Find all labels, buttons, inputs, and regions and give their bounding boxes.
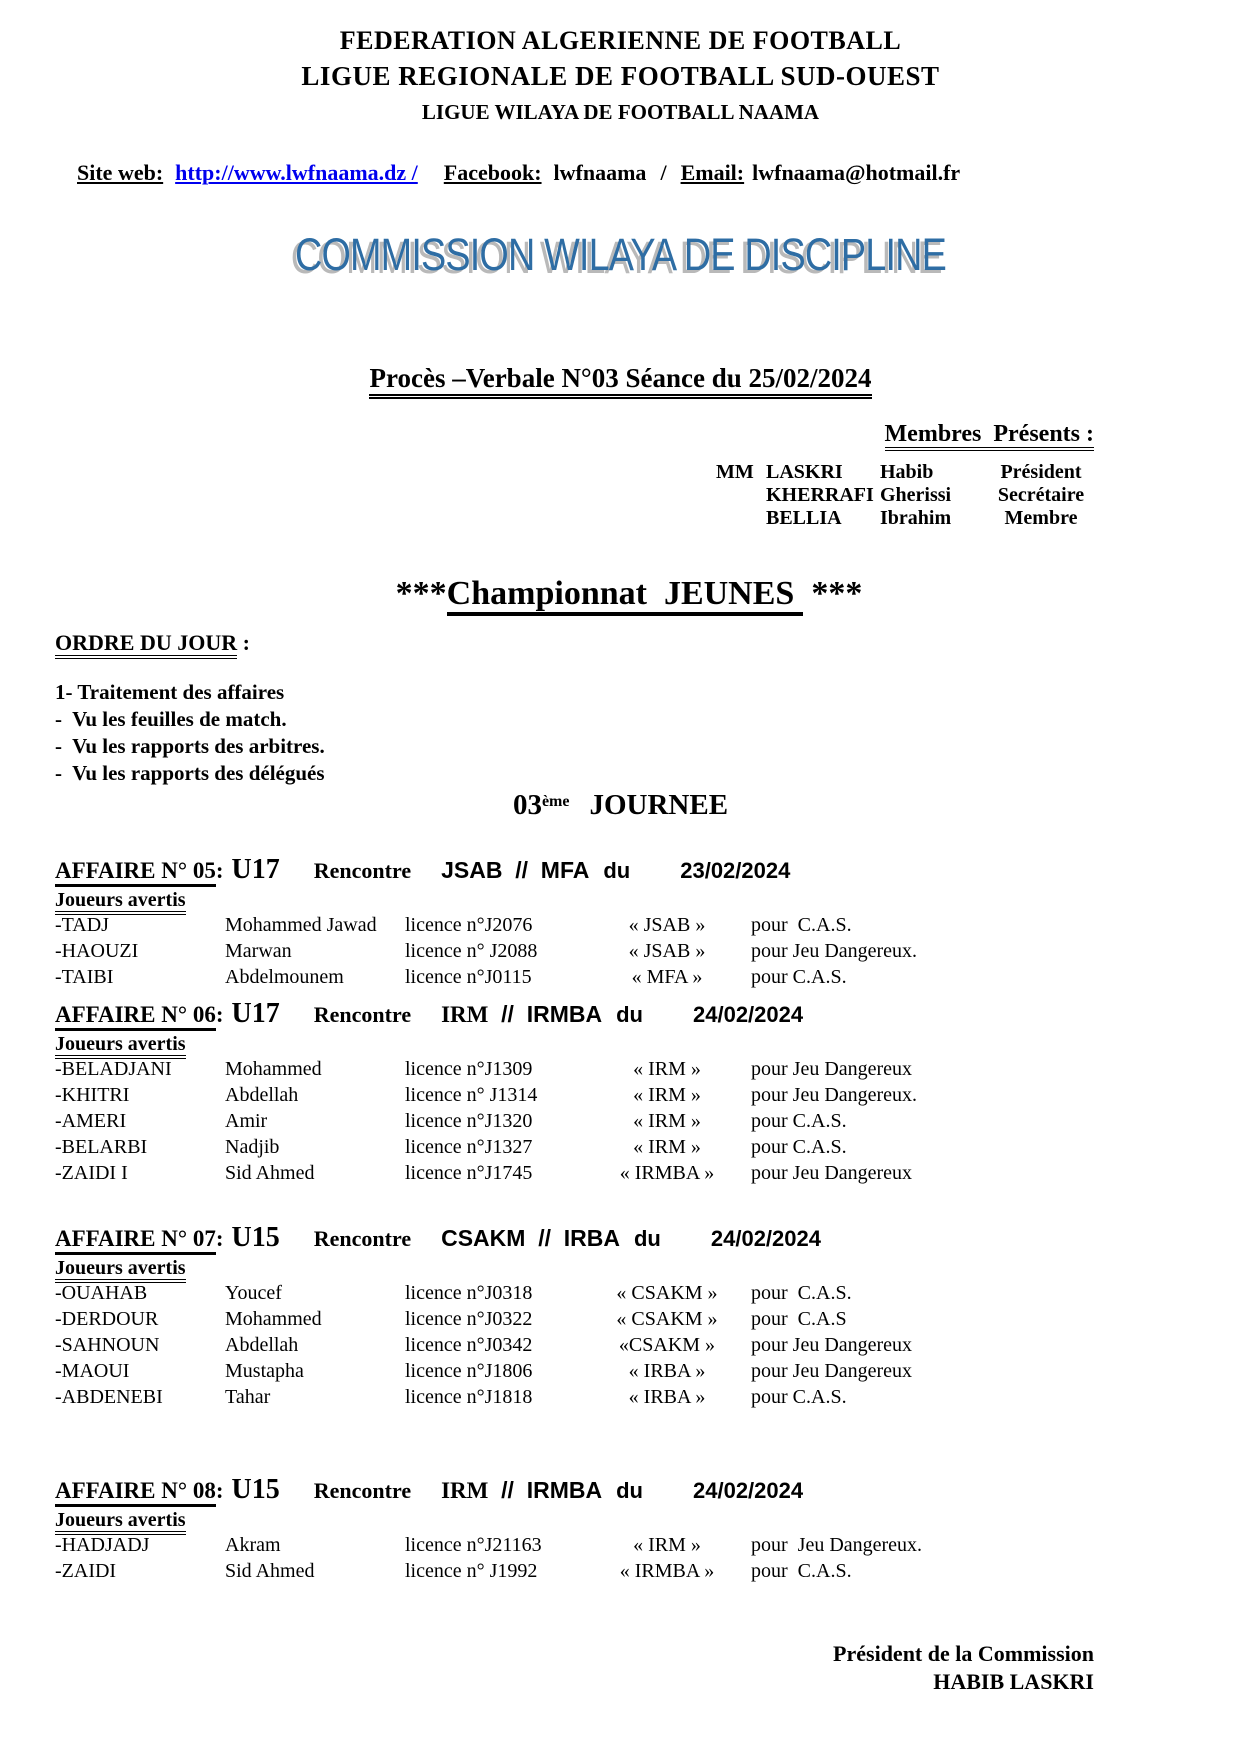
match-team-segment: // IRMBA — [488, 1477, 603, 1503]
player-row — [55, 1160, 1186, 1186]
player-reason: pour Jeu Dangereux — [751, 1162, 913, 1184]
player-row — [55, 1306, 1186, 1332]
player-name: -BELADJANI — [55, 1058, 172, 1080]
facebook-value: lwfnaama — [553, 160, 647, 185]
match-team-segment: JSAB // MFA — [441, 857, 590, 883]
player-club: « IRM » — [633, 1136, 701, 1158]
player-club: « IRBA » — [628, 1386, 706, 1408]
agenda-list — [55, 679, 1186, 787]
player-firstname: Sid Ahmed — [225, 1162, 315, 1184]
member-name: KHERRAFI — [766, 484, 874, 506]
commission-banner: COMMISSION WILAYA DE DISCIPLINE — [294, 229, 946, 280]
player-row — [55, 1358, 1186, 1384]
player-licence: licence n°J0342 — [405, 1334, 533, 1356]
match-du: du — [633, 1226, 661, 1251]
member-name: LASKRI — [766, 461, 843, 483]
players-heading: Joueurs avertis — [55, 889, 186, 915]
players-heading-row — [55, 1257, 1186, 1280]
affaire-category: U15 — [231, 1222, 280, 1253]
match-teams — [441, 1002, 602, 1027]
player-licence: licence n° J1314 — [405, 1084, 538, 1106]
player-licence: licence n° J2088 — [405, 940, 538, 962]
match-team-segment: IRM — [441, 1002, 489, 1027]
championship-title — [55, 537, 1186, 613]
affaire-label: AFFAIRE N° 06 — [55, 1002, 216, 1031]
agenda-heading-row — [55, 630, 1186, 656]
player-name: -HADJADJ — [55, 1534, 150, 1556]
match-teams — [441, 1478, 602, 1503]
player-reason: pour C.A.S. — [751, 1136, 847, 1158]
members-table — [716, 461, 1098, 530]
player-firstname: Mustapha — [225, 1360, 304, 1382]
member-prefix — [716, 484, 766, 507]
player-reason: pour Jeu Dangereux — [751, 1360, 913, 1382]
member-name: BELLIA — [766, 507, 842, 529]
wilaya-league-title: LIGUE WILAYA DE FOOTBALL NAAMA — [421, 100, 820, 124]
players-heading: Joueurs avertis — [55, 1509, 186, 1535]
player-licence: licence n°J1309 — [405, 1058, 533, 1080]
player-name: -OUAHAB — [55, 1282, 148, 1304]
player-club: « IRM » — [633, 1084, 701, 1106]
players-heading: Joueurs avertis — [55, 1257, 186, 1283]
affaire-label: AFFAIRE N° 07 — [55, 1226, 216, 1255]
member-prefix — [716, 507, 766, 530]
match-teams — [441, 858, 589, 883]
members-heading-row — [55, 421, 1186, 448]
players-heading: Joueurs avertis — [55, 1033, 186, 1059]
player-reason: pour C.A.S. — [751, 914, 852, 936]
member-firstname: Gherissi — [880, 484, 952, 506]
contact-line — [55, 134, 1186, 212]
rencontre-label: Rencontre — [313, 1478, 412, 1503]
player-licence: licence n°J1806 — [405, 1360, 533, 1382]
player-firstname: Akram — [225, 1534, 281, 1556]
player-club: « IRMBA » — [619, 1162, 715, 1184]
footer-signature — [55, 1640, 1186, 1696]
player-reason: pour Jeu Dangereux. — [751, 940, 918, 962]
commission-president-title: Président de la Commission — [833, 1641, 1094, 1666]
player-row — [55, 1056, 1186, 1082]
match-date: 24/02/2024 — [693, 1002, 804, 1027]
player-licence: licence n°J2076 — [405, 914, 533, 936]
pv-title: Procès –Verbale N°03 Séance du 25/02/2024 — [369, 363, 871, 399]
player-licence: licence n°J0322 — [405, 1308, 533, 1330]
player-row — [55, 1082, 1186, 1108]
player-name: -DERDOUR — [55, 1308, 159, 1330]
members-heading: Membres Présents : — [885, 421, 1094, 451]
player-licence: licence n°J1818 — [405, 1386, 533, 1408]
player-club: « IRM » — [633, 1110, 701, 1132]
player-reason: pour C.A.S. — [751, 1560, 852, 1582]
affaire-category: U15 — [231, 1474, 280, 1505]
affaire-block — [55, 1222, 1186, 1410]
player-firstname: Marwan — [225, 940, 292, 962]
player-firstname: Sid Ahmed — [225, 1560, 315, 1582]
player-firstname: Mohammed Jawad — [225, 914, 377, 936]
banner-wrap — [55, 229, 1186, 281]
member-firstname: Ibrahim — [880, 507, 952, 529]
president-name: HABIB LASKRI — [933, 1669, 1094, 1694]
rencontre-label: Rencontre — [313, 1226, 412, 1251]
player-row — [55, 964, 1186, 990]
player-row — [55, 1558, 1186, 1584]
player-reason: pour C.A.S. — [751, 1110, 847, 1132]
player-row — [55, 1134, 1186, 1160]
player-reason: pour Jeu Dangereux — [751, 1058, 913, 1080]
agenda-item: - Vu les rapports des délégués — [55, 761, 325, 785]
email-value: lwfnaama@hotmail.fr — [752, 160, 961, 185]
facebook-label: Facebook: — [443, 160, 542, 185]
player-reason: pour C.A.S — [751, 1308, 847, 1330]
player-firstname: Mohammed — [225, 1308, 322, 1330]
member-prefix: MM — [716, 461, 754, 483]
player-name: -ZAIDI I — [55, 1162, 128, 1184]
player-licence: licence n°J1745 — [405, 1162, 533, 1184]
affaire-colon: : — [215, 1478, 224, 1503]
player-row — [55, 912, 1186, 938]
match-teams — [441, 1226, 620, 1251]
rencontre-label: Rencontre — [313, 858, 412, 883]
journee-number: 03 — [512, 789, 542, 821]
player-club: « MFA » — [631, 966, 703, 988]
affaire-header — [55, 854, 1186, 886]
match-du: du — [616, 1478, 643, 1503]
player-firstname: Abdellah — [225, 1084, 299, 1106]
rencontre-label: Rencontre — [313, 1002, 412, 1027]
player-licence: licence n°J1327 — [405, 1136, 533, 1158]
players-heading-row — [55, 1033, 1186, 1056]
affaire-block — [55, 998, 1186, 1186]
match-date: 23/02/2024 — [680, 858, 791, 883]
stars-right: *** — [802, 575, 863, 612]
player-name: -HAOUZI — [55, 940, 139, 962]
member-role: Secrétaire — [997, 484, 1085, 506]
member-role: Membre — [1004, 507, 1078, 529]
journee-label: JOURNEE — [589, 789, 729, 821]
player-row — [55, 938, 1186, 964]
player-firstname: Nadjib — [225, 1136, 280, 1158]
player-name: -SAHNOUN — [55, 1334, 160, 1356]
player-club: « JSAB » — [628, 940, 706, 962]
affaire-colon: : — [215, 1002, 224, 1027]
match-du: du — [616, 1002, 643, 1027]
player-club: « CSAKM » — [616, 1282, 718, 1304]
affaire-category: U17 — [231, 998, 280, 1029]
player-row — [55, 1532, 1186, 1558]
match-team-segment: // IRMBA — [488, 1001, 603, 1027]
regional-league-title: LIGUE REGIONALE DE FOOTBALL SUD-OUEST — [301, 61, 940, 91]
player-name: -MAOUI — [55, 1360, 130, 1382]
email-label: Email: — [680, 160, 745, 185]
player-reason: pour Jeu Dangereux. — [751, 1084, 918, 1106]
player-reason: pour Jeu Dangereux — [751, 1334, 913, 1356]
agenda-item: 1- Traitement des affaires — [55, 680, 285, 704]
journee-heading — [55, 789, 1186, 822]
stars-left: *** — [395, 575, 447, 612]
player-name: -AMERI — [55, 1110, 127, 1132]
player-row — [55, 1280, 1186, 1306]
player-licence: licence n°J21163 — [405, 1534, 542, 1556]
player-licence: licence n°J0318 — [405, 1282, 533, 1304]
player-row — [55, 1108, 1186, 1134]
match-team-segment: IRM — [441, 1478, 489, 1503]
affaire-label: AFFAIRE N° 08 — [55, 1478, 216, 1507]
slash-separator: / — [660, 160, 667, 185]
agenda-heading-colon: : — [237, 630, 250, 655]
match-date: 24/02/2024 — [693, 1478, 804, 1503]
player-club: « IRM » — [633, 1534, 701, 1556]
federation-title: FEDERATION ALGERIENNE DE FOOTBALL — [339, 26, 902, 55]
affaires-section — [55, 854, 1186, 1584]
player-name: -KHITRI — [55, 1084, 130, 1106]
player-row — [55, 1332, 1186, 1358]
player-reason: pour Jeu Dangereux. — [751, 1534, 923, 1556]
player-firstname: Abdelmounem — [225, 966, 344, 988]
header-block — [55, 26, 1186, 281]
affaire-category: U17 — [231, 854, 280, 885]
journee-ordinal: ème — [541, 793, 570, 810]
affaire-colon: : — [215, 1226, 224, 1251]
site-web-link[interactable]: http://www.lwfnaama.dz / — [175, 160, 418, 185]
player-name: -TADJ — [55, 914, 109, 936]
players-heading-row — [55, 889, 1186, 912]
player-club: « IRM » — [633, 1058, 701, 1080]
championship-text: Championnat JEUNES — [447, 575, 803, 616]
affaire-label: AFFAIRE N° 05 — [55, 858, 216, 887]
player-club: « CSAKM » — [616, 1308, 718, 1330]
player-club: «CSAKM » — [618, 1334, 716, 1356]
agenda-heading: ORDRE DU JOUR — [55, 630, 237, 659]
player-club: « JSAB » — [628, 914, 706, 936]
player-licence: licence n° J1992 — [405, 1560, 538, 1582]
player-reason: pour C.A.S. — [751, 966, 847, 988]
match-date: 24/02/2024 — [710, 1226, 821, 1251]
player-name: -ABDENEBI — [55, 1386, 163, 1408]
agenda-item: - Vu les rapports des arbitres. — [55, 734, 325, 758]
site-web-label: Site web: — [77, 160, 164, 185]
player-firstname: Abdellah — [225, 1334, 299, 1356]
affaire-header — [55, 1474, 1186, 1506]
player-licence: licence n°J1320 — [405, 1110, 533, 1132]
player-row — [55, 1384, 1186, 1410]
player-name: -ZAIDI — [55, 1560, 117, 1582]
player-name: -BELARBI — [55, 1136, 148, 1158]
affaire-block — [55, 854, 1186, 990]
match-du: du — [603, 858, 631, 883]
player-firstname: Amir — [225, 1110, 268, 1132]
player-name: -TAIBI — [55, 966, 114, 988]
player-firstname: Tahar — [225, 1386, 271, 1408]
affaire-colon: : — [215, 858, 224, 883]
players-heading-row — [55, 1509, 1186, 1532]
player-licence: licence n°J0115 — [405, 966, 532, 988]
member-firstname: Habib — [880, 461, 934, 483]
player-firstname: Youcef — [225, 1282, 282, 1304]
player-club: « IRBA » — [628, 1360, 706, 1382]
player-firstname: Mohammed — [225, 1058, 322, 1080]
member-role: Président — [1000, 461, 1082, 483]
player-reason: pour C.A.S. — [751, 1386, 847, 1408]
affaire-header — [55, 998, 1186, 1030]
affaire-header — [55, 1222, 1186, 1254]
agenda-item: - Vu les feuilles de match. — [55, 707, 287, 731]
player-club: « IRMBA » — [619, 1560, 715, 1582]
pv-title-row — [55, 363, 1186, 394]
match-team-segment: CSAKM // IRBA — [441, 1225, 620, 1251]
affaire-block — [55, 1474, 1186, 1584]
player-reason: pour C.A.S. — [751, 1282, 852, 1304]
